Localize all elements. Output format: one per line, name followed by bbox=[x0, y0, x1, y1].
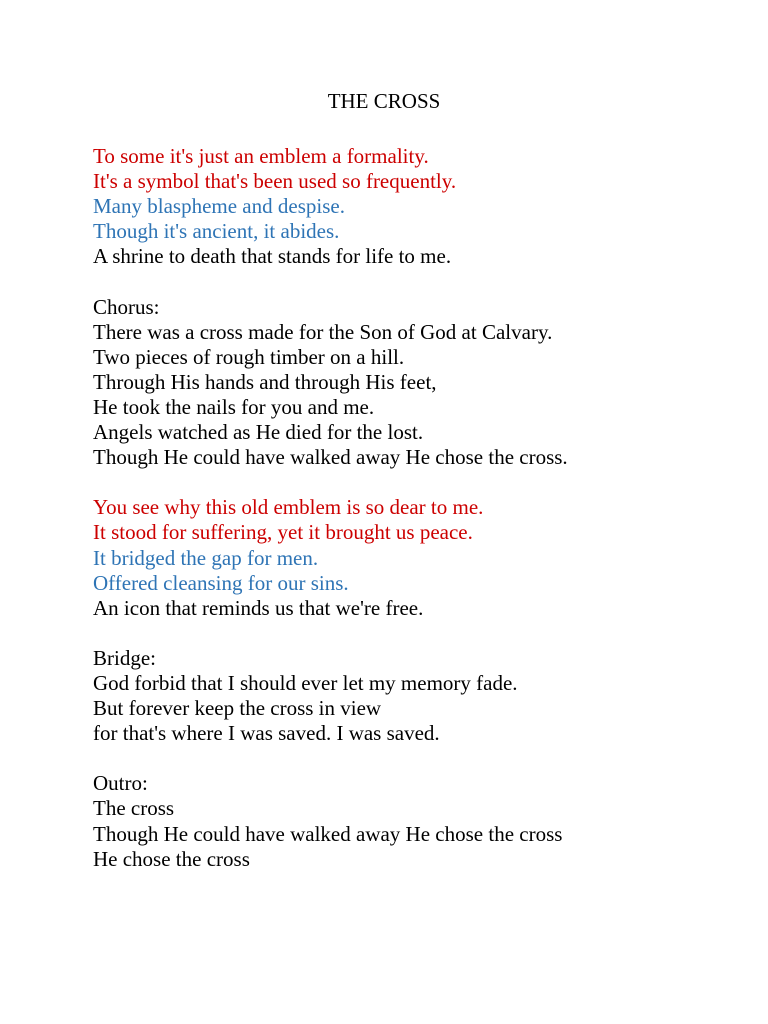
lyric-line: It stood for suffering, yet it brought us peace. bbox=[93, 520, 473, 545]
section-bridge bbox=[93, 646, 713, 746]
page-title: THE CROSS bbox=[327, 89, 441, 113]
lyric-line: Through His hands and through His feet, bbox=[93, 369, 437, 394]
lyric-line: Angels watched as He died for the lost. bbox=[93, 420, 424, 445]
lyric-line: He took the nails for you and me. bbox=[93, 394, 375, 419]
section-label: Outro: bbox=[93, 771, 148, 796]
lyric-line: Though it's ancient, it abides. bbox=[93, 219, 340, 244]
stanza-gap bbox=[93, 746, 713, 771]
section-verse-1 bbox=[93, 144, 713, 269]
section-outro bbox=[93, 771, 713, 871]
lyric-line: God forbid that I should ever let my memory fade. bbox=[93, 670, 518, 695]
section-verse-2 bbox=[93, 495, 713, 620]
section-label: Bridge: bbox=[93, 645, 156, 670]
lyrics-body bbox=[93, 144, 713, 872]
lyric-line: An icon that reminds us that we're free. bbox=[93, 595, 424, 620]
lyric-line: Offered cleansing for our sins. bbox=[93, 570, 349, 595]
stanza-gap bbox=[93, 621, 713, 646]
lyric-line: Two pieces of rough timber on a hill. bbox=[93, 344, 405, 369]
lyric-line: There was a cross made for the Son of God at Calvary. bbox=[93, 319, 553, 344]
section-label: Chorus: bbox=[93, 294, 160, 319]
lyric-line: It's a symbol that's been used so frequently. bbox=[93, 169, 457, 194]
lyric-line: Many blaspheme and despise. bbox=[93, 194, 345, 219]
stanza-gap bbox=[93, 470, 713, 495]
stanza-gap bbox=[93, 269, 713, 294]
lyric-line: for that's where I was saved. I was saved. bbox=[93, 721, 440, 746]
lyric-line: The cross bbox=[93, 796, 175, 821]
lyric-line: He chose the cross bbox=[93, 846, 250, 871]
lyric-line: But forever keep the cross in view bbox=[93, 696, 382, 721]
lyric-line: To some it's just an emblem a formality. bbox=[93, 144, 429, 168]
lyric-line: Though He could have walked away He chose the cross bbox=[93, 821, 563, 846]
lyric-line: It bridged the gap for men. bbox=[93, 545, 319, 570]
lyric-line: You see why this old emblem is so dear to me. bbox=[93, 495, 484, 520]
lyric-line: Though He could have walked away He chose the cross. bbox=[93, 445, 568, 470]
section-chorus bbox=[93, 295, 713, 471]
lyric-line: A shrine to death that stands for life to me. bbox=[93, 244, 452, 269]
